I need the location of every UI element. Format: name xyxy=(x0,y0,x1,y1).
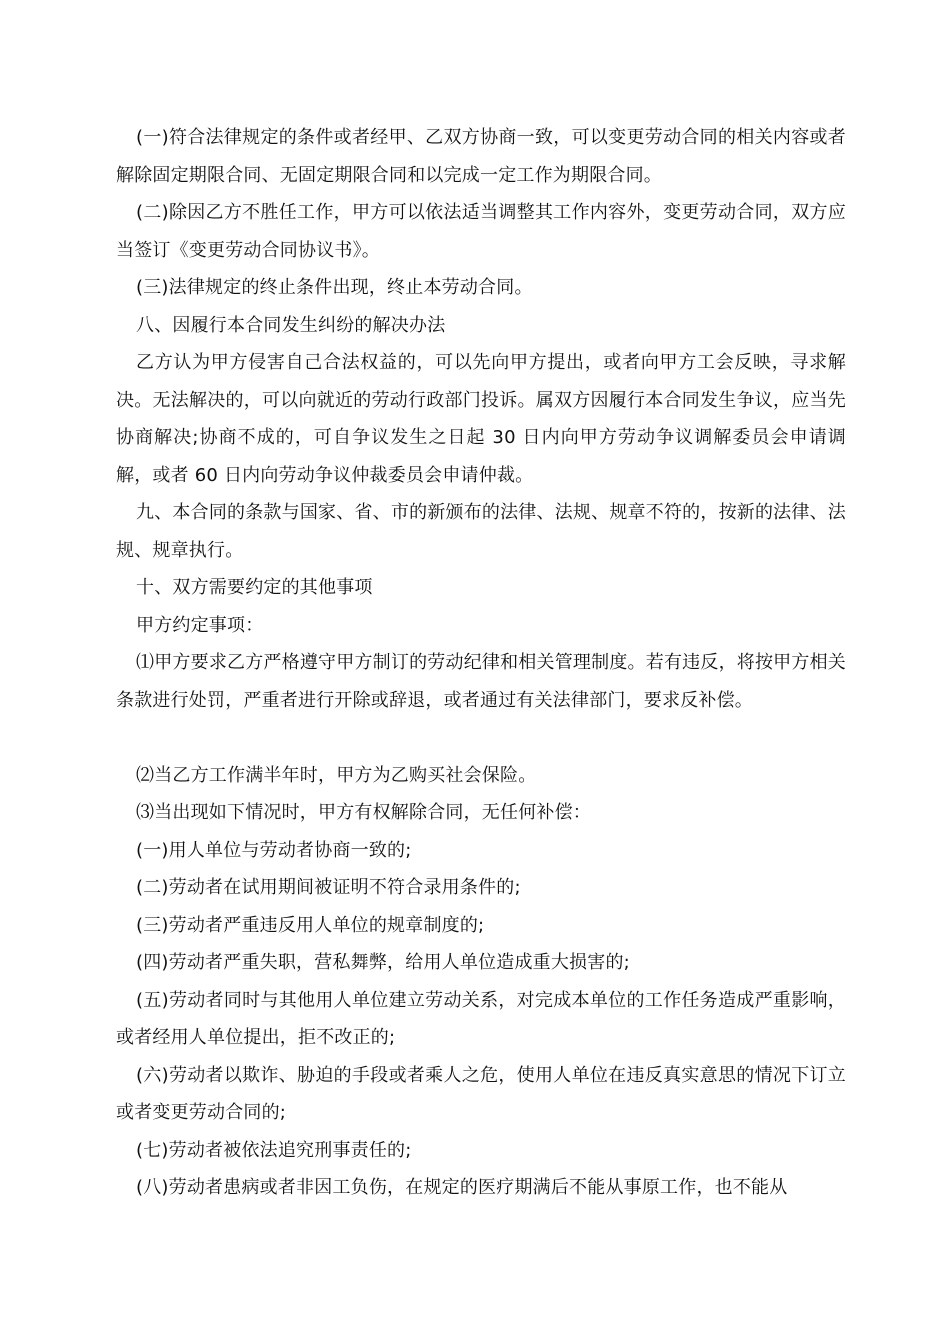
termination-item-4: (四)劳动者严重失职，营私舞弊，给用人单位造成重大损害的; xyxy=(136,952,630,973)
paragraph-clause-2: (二)除因乙方不胜任工作，甲方可以依法适当调整其工作内容外，变更劳动合同，双方应当签订《变更劳动合同协议书》。 xyxy=(116,202,846,261)
termination-item-5: (五)劳动者同时与其他用人单位建立劳动关系，对完成本单位的工作任务造成严重影响，或者经用人单位提出，拒不改正的; xyxy=(116,989,846,1048)
document-body xyxy=(116,119,846,1207)
termination-item-3: (三)劳动者严重违反用人单位的规章制度的; xyxy=(136,914,485,936)
blank-line xyxy=(116,719,846,757)
party-a-terms-heading: 甲方约定事项： xyxy=(136,614,264,636)
paragraph-dispute-resolution: 乙方认为甲方侵害自己合法权益的，可以先向甲方提出，或者向甲方工会反映，寻求解决。无法解决的，可以向就近的劳动行政部门投诉。属双方因履行本合同发生争议，应当先协商解决;协商不成的，可自争议发生之日起 30 日内向甲方劳动争议调解委员会申请调解，或者 60 日内向劳动争议仲裁委员会申请仲裁。 xyxy=(116,352,846,486)
section-heading-10: 十、双方需要约定的其他事项 xyxy=(136,577,373,598)
termination-item-1: (一)用人单位与劳动者协商一致的; xyxy=(136,839,412,861)
termination-item-8: (八)劳动者患病或者非因工负伤，在规定的医疗期满后不能从事原工作，也不能从 xyxy=(136,1177,788,1198)
paragraph-clause-3: (三)法律规定的终止条件出现，终止本劳动合同。 xyxy=(136,277,533,298)
term-item-2: ⑵当乙方工作满半年时，甲方为乙购买社会保险。 xyxy=(136,764,537,786)
termination-item-7: (七)劳动者被依法追究刑事责任的; xyxy=(136,1139,412,1161)
section-heading-8: 八、因履行本合同发生纠纷的解决办法 xyxy=(136,314,446,336)
termination-item-6: (六)劳动者以欺诈、胁迫的手段或者乘人之危，使用人单位在违反真实意思的情况下订立或者变更劳动合同的; xyxy=(116,1064,846,1123)
term-item-1: ⑴甲方要求乙方严格遵守甲方制订的劳动纪律和相关管理制度。若有违反，将按甲方相关条款进行处罚，严重者进行开除或辞退，或者通过有关法律部门，要求反补偿。 xyxy=(116,652,846,711)
termination-item-2: (二)劳动者在试用期间被证明不符合录用条件的; xyxy=(136,877,521,898)
paragraph-clause-1: (一)符合法律规定的条件或者经甲、乙双方协商一致，可以变更劳动合同的相关内容或者解除固定期限合同、无固定期限合同和以完成一定工作为期限合同。 xyxy=(116,127,846,186)
section-heading-9: 九、本合同的条款与国家、省、市的新颁布的法律、法规、规章不符的，按新的法律、法规、规章执行。 xyxy=(116,502,846,561)
term-item-3: ⑶当出现如下情况时，甲方有权解除合同，无任何补偿： xyxy=(136,802,591,823)
